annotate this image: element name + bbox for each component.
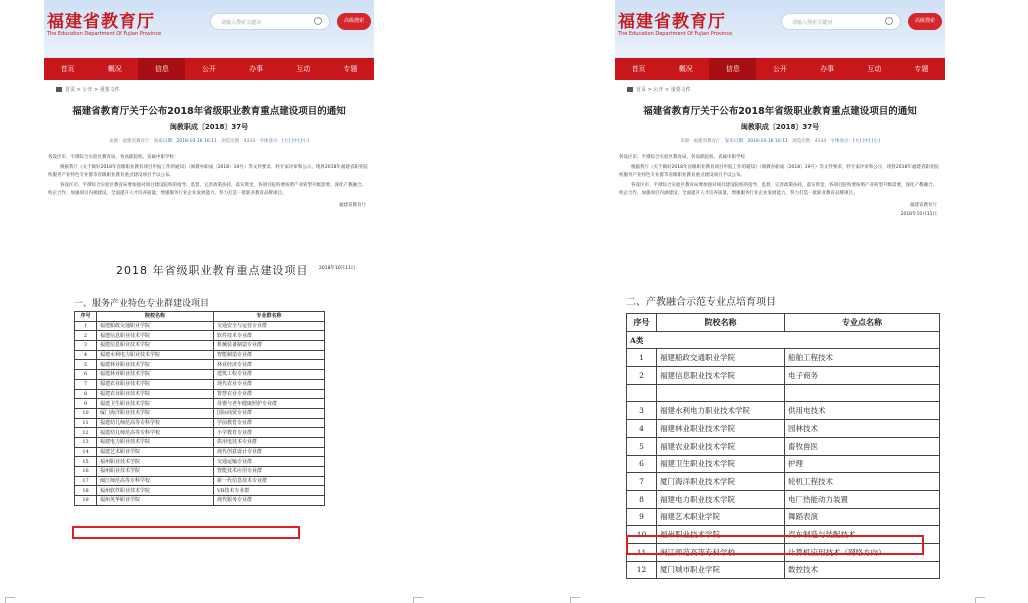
article-doc-number: 闽教职成〔2018〕37号: [169, 123, 249, 131]
program-name: 学前教育专业群: [214, 418, 325, 428]
nav-item-interact[interactable]: 互动: [296, 65, 311, 73]
row-number: 7: [627, 473, 657, 491]
row-number: 2: [75, 331, 97, 341]
table-row: [75, 389, 325, 399]
school-name: 福建信息职业技术学院: [97, 331, 214, 341]
row-number: 17: [75, 476, 97, 486]
program-name: 电厂热能动力装置: [785, 490, 940, 508]
table-row: [75, 486, 325, 496]
document-title: 2018 年省级职业教育重点建设项目: [116, 264, 309, 277]
table-row: [75, 331, 325, 341]
category-label: A类: [627, 331, 940, 349]
program-name: 机械装备制造专业群: [214, 341, 325, 351]
school-name: 闽江师范高等专科学校: [657, 543, 785, 561]
table-row: [627, 384, 940, 402]
table-row: [627, 561, 940, 579]
page-corner-mark: [413, 597, 423, 603]
row-number: 11: [75, 418, 97, 428]
school-name: 厦门海洋职业技术学院: [657, 473, 785, 491]
row-number: 3: [75, 341, 97, 351]
school-name: 福州职业技术学院: [97, 457, 214, 467]
school-name: 福建艺术职业学院: [657, 508, 785, 526]
row-number: 6: [75, 370, 97, 380]
program-name: 电子商务: [785, 367, 940, 385]
table-row: [627, 490, 940, 508]
row-number: 12: [75, 428, 97, 438]
row-number: 6: [627, 455, 657, 473]
search-input[interactable]: [210, 13, 330, 30]
table-row: [627, 455, 940, 473]
table-row: [627, 473, 940, 491]
program-name: [785, 384, 940, 402]
nav-item-overview[interactable]: 概况: [107, 65, 122, 73]
search-placeholder: 请输入搜索关键词: [792, 20, 833, 26]
table-row: [75, 437, 325, 447]
table-row: [75, 399, 325, 409]
advanced-search-button[interactable]: 高级搜索: [908, 13, 942, 30]
article-date: 2018年10月11日: [900, 212, 937, 217]
school-name: 福建电力职业技术学院: [97, 437, 214, 447]
article-meta: [615, 138, 945, 144]
site-logo[interactable]: 福建省教育厅: [47, 12, 155, 32]
row-number: 1: [627, 349, 657, 367]
row-number: 12: [627, 561, 657, 579]
program-name: VR技术专业群: [214, 486, 325, 496]
table-row: [627, 508, 940, 526]
page-corner-mark: [570, 597, 580, 603]
row-number: 18: [75, 486, 97, 496]
nav-item-open[interactable]: 公开: [772, 65, 787, 73]
column-header: 序号: [75, 312, 97, 322]
school-name: 福建艺术职业学院: [97, 447, 214, 457]
school-name: 福建电力职业技术学院: [657, 490, 785, 508]
article-body: [615, 154, 945, 198]
program-name: 计算机应用技术（网络方向）: [785, 543, 940, 561]
meta-views: 浏览次数：4334: [221, 139, 256, 144]
row-number: 9: [627, 508, 657, 526]
row-number: 19: [75, 496, 97, 506]
program-name: 供用电技术专业群: [214, 437, 325, 447]
section2-title: 二、产教融合示范专业点培育项目: [626, 297, 776, 308]
table-row: [75, 428, 325, 438]
search-input[interactable]: [781, 13, 901, 30]
row-number: 16: [75, 467, 97, 477]
school-name: 福建船政交通职业学院: [97, 321, 214, 331]
school-name: 闽江师范高等专科学校: [97, 476, 214, 486]
table-row: [75, 447, 325, 457]
table-row: [627, 402, 940, 420]
section1-table: [74, 311, 325, 506]
school-name: 福建农业职业技术学院: [97, 389, 214, 399]
school-name: 福州软件职业技术学院: [97, 486, 214, 496]
body-paragraph: 各设区市、平潭综合实验区教育局要加强对项目建设院校的指导、监督，完善政策扶持，落实资金，各项目院校要按照产业转型升级需要，深化产教融合、校企合作，加强项目内涵建设，全面提升人才培养质量，增强服务行业企业发展能力，努力打造一批职业教育品牌项目。: [48, 183, 366, 196]
school-name: 福州英华职业学院: [97, 496, 214, 506]
body-paragraph: 各设区市、平潭综合实验区教育局，各高职院校、省属中职学校：: [48, 155, 179, 160]
breadcrumb: [615, 80, 945, 97]
program-name: 数控技术: [785, 561, 940, 579]
school-name: 福建林业职业技术学院: [97, 360, 214, 370]
school-name: 福建卫生职业技术学院: [657, 455, 785, 473]
home-icon[interactable]: [627, 87, 633, 92]
program-name: 护理: [785, 455, 940, 473]
nav-item-topics[interactable]: 专题: [343, 65, 358, 73]
column-header: 院校名称: [97, 312, 214, 322]
column-header: 专业群名称: [214, 312, 325, 322]
nav-item-overview[interactable]: 概况: [678, 65, 693, 73]
nav-item-home[interactable]: 首页: [631, 65, 646, 73]
table-row: [75, 321, 325, 331]
table-row: [627, 367, 940, 385]
table-row: [75, 379, 325, 389]
program-name: 交通安全与运营专业群: [214, 321, 325, 331]
row-number: 1: [75, 321, 97, 331]
site-logo-subtitle: The Education Department Of Fujian Province: [618, 31, 733, 37]
program-name: 小学教育专业群: [214, 428, 325, 438]
table-row: [75, 476, 325, 486]
school-name: 福州职业技术学院: [657, 526, 785, 544]
program-name: 新一代信息技术专业群: [214, 476, 325, 486]
font-size-switch[interactable]: 字体显示：[大] [中] [小]: [259, 139, 309, 144]
program-name: 畜牧兽医: [785, 437, 940, 455]
program-name: 现代创意设计专业群: [214, 447, 325, 457]
school-name: [657, 384, 785, 402]
program-name: 供用电技术: [785, 402, 940, 420]
program-name: 园林技术: [785, 420, 940, 438]
nav-item-topics[interactable]: 专题: [914, 65, 929, 73]
nav-item-service[interactable]: 办事: [249, 65, 264, 73]
column-header: 专业点名称: [785, 314, 940, 332]
program-name: 智能制造专业群: [214, 350, 325, 360]
breadcrumb-text[interactable]: 首页 > 公开 > 重要文件: [636, 87, 691, 93]
table-row: [75, 408, 325, 418]
nav-item-home[interactable]: 首页: [60, 65, 75, 73]
highlight-box-row17: [72, 526, 300, 539]
table-row: [75, 341, 325, 351]
row-number: 9: [75, 399, 97, 409]
article-title: 福建省教育厅关于公布2018年省级职业教育重点建设项目的通知: [643, 106, 917, 117]
table-row: [75, 370, 325, 380]
meta-source: 来源：福建省教育厅: [680, 139, 721, 144]
school-name: 福建林业职业技术学院: [657, 420, 785, 438]
school-name: 福建卫生职业技术学院: [97, 399, 214, 409]
table-header-row: [627, 314, 940, 332]
school-name: 福建林业职业技术学院: [97, 370, 214, 380]
row-number: 13: [75, 437, 97, 447]
school-name: 福建船政交通职业学院: [657, 349, 785, 367]
page-corner-mark: [5, 597, 15, 603]
column-header: 序号: [627, 314, 657, 332]
site-header: [44, 0, 374, 58]
nav-item-info[interactable]: 信息: [138, 58, 185, 80]
site-logo-subtitle: The Education Department Of Fujian Province: [47, 31, 162, 37]
nav-item-interact[interactable]: 互动: [867, 65, 882, 73]
meta-date: 发布日期：2018-10-16 16:11: [153, 139, 217, 144]
row-number: [627, 384, 657, 402]
search-icon[interactable]: [885, 17, 893, 25]
program-name: 汽车制造与装配技术: [785, 526, 940, 544]
row-number: 4: [627, 420, 657, 438]
table-header-row: [75, 312, 325, 322]
school-name: 厦门海洋职业技术学院: [97, 408, 214, 418]
school-name: 福建水利电力职业技术学院: [657, 402, 785, 420]
page-corner-mark: [975, 597, 985, 603]
program-name: 智能技术应用专业群: [214, 467, 325, 477]
search-placeholder: 请输入搜索关键词: [221, 20, 262, 26]
main-nav: [615, 58, 945, 80]
meta-source: 来源：福建省教育厅: [109, 139, 150, 144]
program-name: 母婴与老年健康照护专业群: [214, 399, 325, 409]
article-doc-number: 闽教职成〔2018〕37号: [740, 123, 820, 131]
site-header: [615, 0, 945, 58]
program-name: 建筑工程专业群: [214, 370, 325, 380]
body-paragraph: 各设区市、平潭综合实验区教育局要加强对项目建设院校的指导、监督，完善政策扶持，落实资金，各项目院校要按照产业转型升级需要，深化产教融合、校企合作，加强项目内涵建设，全面提升人才培养质量，增强服务行业企业发展能力，努力打造一批职业教育品牌项目。: [619, 183, 937, 196]
row-number: 4: [75, 350, 97, 360]
nav-item-service[interactable]: 办事: [820, 65, 835, 73]
row-number: 15: [75, 457, 97, 467]
school-name: 福州职业技术学院: [97, 467, 214, 477]
breadcrumb-text[interactable]: 首页 > 公开 > 重要文件: [65, 87, 120, 93]
table-row: [75, 350, 325, 360]
main-nav: [44, 58, 374, 80]
school-name: 福建水利电力职业技术学院: [97, 350, 214, 360]
search-icon[interactable]: [314, 17, 322, 25]
program-name: 轮机工程技术: [785, 473, 940, 491]
program-name: 舞蹈表演: [785, 508, 940, 526]
row-number: 5: [75, 360, 97, 370]
row-number: 5: [627, 437, 657, 455]
school-name: 厦门城市职业学院: [657, 561, 785, 579]
program-name: 软件技术专业群: [214, 331, 325, 341]
article-title: 福建省教育厅关于公布2018年省级职业教育重点建设项目的通知: [72, 106, 346, 117]
advanced-search-button[interactable]: 高级搜索: [337, 13, 371, 30]
school-name: 福建信息职业技术学院: [97, 341, 214, 351]
body-paragraph: 根据我厅《关于做好2018年省级职业教育项目申报工作的通知》（闽教办职成〔2018〕19号）等文件要求，经专家评审和公示，现将2018年福建省职业院校服务产业特色专业群等省级职业教育重点建设项目予以公布。: [619, 165, 939, 178]
row-number: 11: [627, 543, 657, 561]
row-number: 14: [75, 447, 97, 457]
table-row: [75, 467, 325, 477]
nav-item-info[interactable]: 信息: [709, 58, 756, 80]
article-meta: [44, 138, 374, 144]
table-row: [75, 457, 325, 467]
meta-views: 浏览次数：4334: [792, 139, 827, 144]
site-logo[interactable]: 福建省教育厅: [618, 12, 726, 32]
program-name: 现代服务专业群: [214, 496, 325, 506]
section1-title: 一、服务产业特色专业群建设项目: [74, 299, 210, 309]
home-icon[interactable]: [56, 87, 62, 92]
meta-date: 发布日期：2018-10-16 16:11: [724, 139, 788, 144]
body-paragraph: 根据我厅《关于做好2018年省级职业教育项目申报工作的通知》（闽教办职成〔2018〕19号）等文件要求，经专家评审和公示，现将2018年福建省职业院校服务产业特色专业群等省级职业教育重点建设项目予以公布。: [48, 165, 368, 178]
article-signature: 福建省教育厅: [339, 203, 366, 208]
category-row: [627, 331, 940, 349]
highlight-box-row11: [626, 535, 924, 555]
row-number: 8: [75, 389, 97, 399]
breadcrumb: [44, 80, 374, 97]
program-name: 交通运输专业群: [214, 457, 325, 467]
table-row: [627, 349, 940, 367]
table-row: [627, 437, 940, 455]
school-name: 福建信息职业技术学院: [657, 367, 785, 385]
body-paragraph: 各设区市、平潭综合实验区教育局，各高职院校、省属中职学校：: [619, 155, 750, 160]
document-date: 2018年10月11日: [319, 266, 356, 271]
table-row: [627, 420, 940, 438]
article-signature: 福建省教育厅: [910, 203, 937, 208]
school-name: 福建农业职业技术学院: [657, 437, 785, 455]
school-name: 福建幼儿师范高等专科学校: [97, 418, 214, 428]
table-row: [75, 418, 325, 428]
program-name: 国际商贸专业群: [214, 408, 325, 418]
font-size-switch[interactable]: 字体显示：[大] [中] [小]: [830, 139, 880, 144]
table-row: [75, 360, 325, 370]
row-number: 8: [627, 490, 657, 508]
program-name: 智慧农业专业群: [214, 389, 325, 399]
program-name: 船舶工程技术: [785, 349, 940, 367]
program-name: 林业经济专业群: [214, 360, 325, 370]
row-number: 3: [627, 402, 657, 420]
row-number: 7: [75, 379, 97, 389]
program-name: 现代农业专业群: [214, 379, 325, 389]
article-body: [44, 154, 374, 198]
nav-item-open[interactable]: 公开: [201, 65, 216, 73]
column-header: 院校名称: [657, 314, 785, 332]
school-name: 福建农业职业技术学院: [97, 379, 214, 389]
row-number: 10: [627, 526, 657, 544]
school-name: 福建幼儿师范高等专科学校: [97, 428, 214, 438]
row-number: 10: [75, 408, 97, 418]
row-number: 2: [627, 367, 657, 385]
table-row: [75, 496, 325, 506]
